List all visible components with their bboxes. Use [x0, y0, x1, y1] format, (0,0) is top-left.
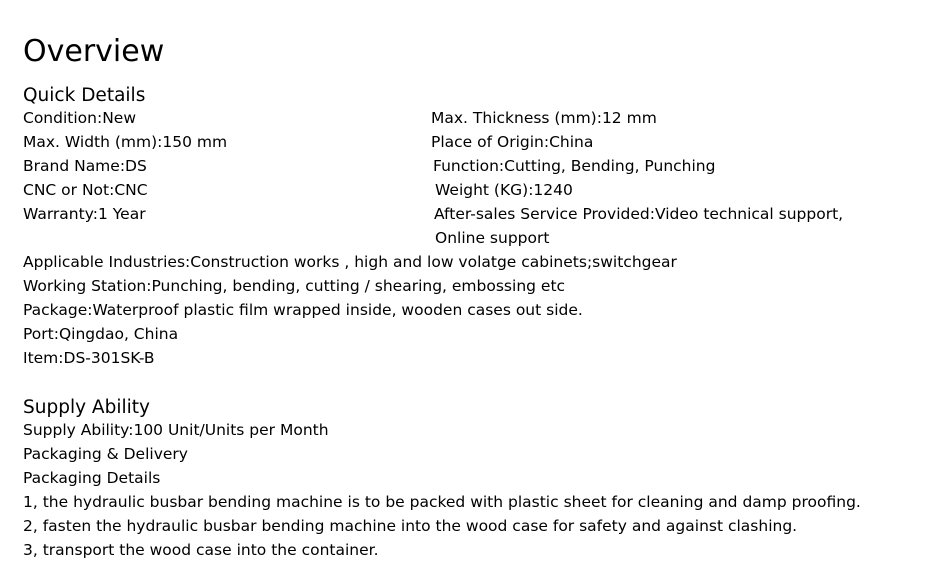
- detail-warranty: Warranty:1 Year: [23, 205, 146, 223]
- detail-max-thickness: Max. Thickness (mm):12 mm: [431, 109, 657, 127]
- supply-ability-line: Supply Ability:100 Unit/Units per Month: [23, 421, 329, 439]
- detail-applicable-industries: Applicable Industries:Construction works , high and low volatge cabinets;switchgear: [23, 253, 677, 271]
- packaging-delivery-line: Packaging & Delivery: [23, 445, 188, 463]
- packaging-step-1: 1, the hydraulic busbar bending machine is to be packed with plastic sheet for cleaning and damp proofing.: [23, 493, 861, 511]
- packaging-details-line: Packaging Details: [23, 469, 161, 487]
- packaging-step-2: 2, fasten the hydraulic busbar bending machine into the wood case for safety and against clashing.: [23, 517, 798, 535]
- detail-brand-name: Brand Name:DS: [23, 157, 147, 175]
- detail-after-sales-continued: Online support: [435, 229, 550, 247]
- detail-package: Package:Waterproof plastic film wrapped inside, wooden cases out side.: [23, 301, 583, 319]
- quick-details-heading: Quick Details: [23, 85, 146, 106]
- detail-function: Function:Cutting, Bending, Punching: [433, 157, 716, 175]
- detail-condition: Condition:New: [23, 109, 136, 127]
- packaging-step-3: 3, transport the wood case into the container.: [23, 541, 379, 559]
- detail-item: Item:DS-301SK-B: [23, 349, 155, 367]
- detail-working-station: Working Station:Punching, bending, cutting / shearing, embossing etc: [23, 277, 566, 295]
- supply-ability-heading: Supply Ability: [23, 397, 150, 418]
- detail-place-of-origin: Place of Origin:China: [431, 133, 594, 151]
- detail-port: Port:Qingdao, China: [23, 325, 179, 343]
- page-title: Overview: [23, 34, 165, 69]
- detail-cnc: CNC or Not:CNC: [23, 181, 148, 199]
- detail-max-width: Max. Width (mm):150 mm: [23, 133, 228, 151]
- detail-weight: Weight (KG):1240: [435, 181, 573, 199]
- detail-after-sales: After-sales Service Provided:Video technical support,: [434, 205, 844, 223]
